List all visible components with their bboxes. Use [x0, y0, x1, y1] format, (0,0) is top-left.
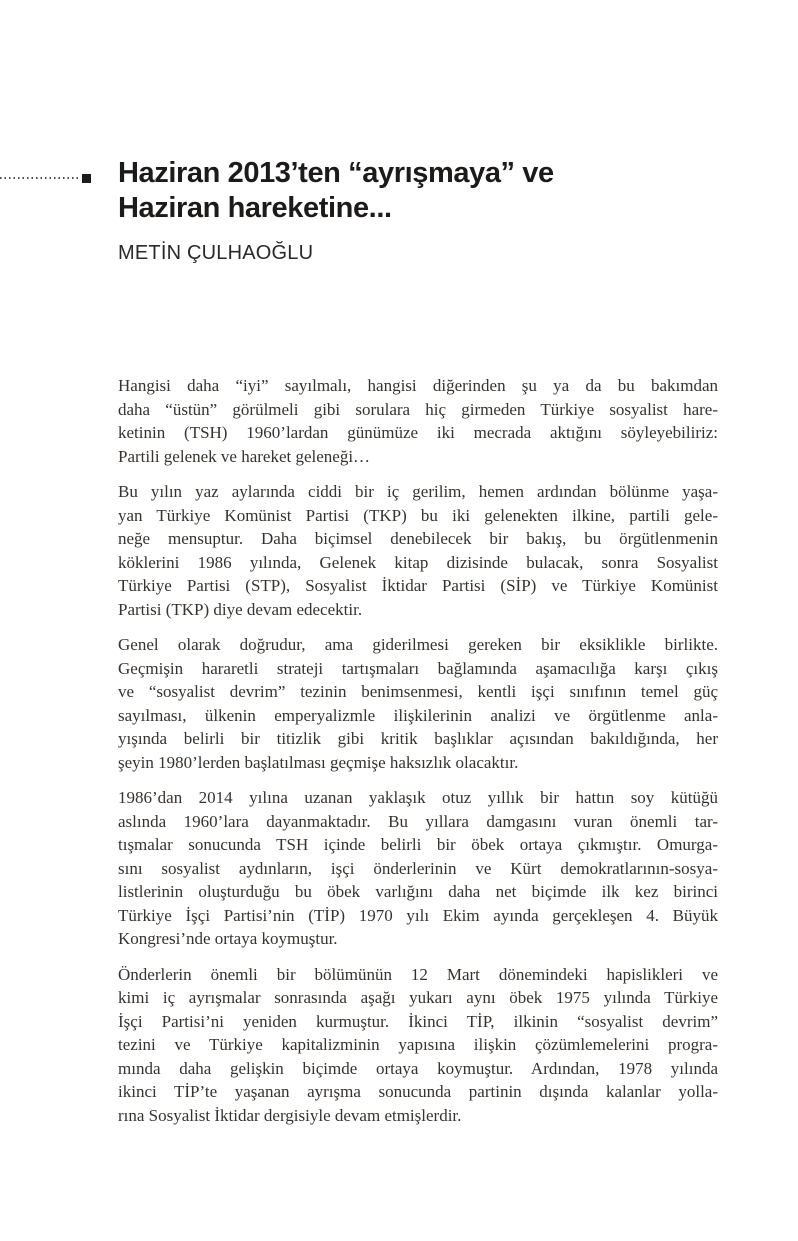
text-line: Türkiye İşçi Partisi’nin (TİP) 1970 yılı Ekim ayında gerçekleşen 4. Büyük — [118, 905, 718, 925]
paragraph — [118, 786, 718, 951]
text-line: kimi iç ayrışmalar sonrasında aşağı yukarı aynı öbek 1975 yılında Türkiye — [118, 988, 718, 1007]
square-bullet-icon — [82, 174, 91, 183]
text-line: tışmalar sonucunda TSH içinde belirli bir öbek ortaya çıkmıştır. Omurga- — [118, 835, 718, 854]
dotted-rule — [0, 177, 78, 179]
article-title — [118, 156, 738, 226]
paragraph — [118, 633, 718, 774]
article-author: METİN ÇULHAOĞLU — [118, 242, 314, 264]
text-line: daha “üstün” görülmeli gibi sorulara hiç girmeden Türkiye sosyalist hare- — [118, 399, 718, 419]
paragraph — [118, 374, 718, 468]
text-line: yışında belirli bir titizlik gibi kritik başlıklar açısından bakıldığında, her — [118, 729, 718, 748]
text-line: aslında 1960’lara dayanmaktadır. Bu yıllara damgasını vuran önemli tar- — [118, 811, 718, 831]
text-line: Partisi (TKP) diye devam edecektir. — [118, 599, 363, 619]
article-body — [118, 374, 718, 1139]
paragraph — [118, 480, 718, 621]
text-line: Türkiye Partisi (STP), Sosyalist İktidar Partisi (SİP) ve Türkiye Komünist — [118, 576, 718, 595]
text-line: ketinin (TSH) 1960’lardan günümüze iki mecrada aktığını söyleyebiliriz: — [118, 423, 718, 442]
text-line: ve “sosyalist devrim” tezinin benimsenmesi, kentli işçi sınıfının temel güç — [118, 682, 718, 701]
text-line: Bu yılın yaz aylarında ciddi bir iç gerilim, hemen ardından bölünme yaşa- — [118, 482, 718, 501]
text-line: Genel olarak doğrudur, ama giderilmesi gereken bir eksiklikle birlikte. — [118, 635, 718, 654]
text-line: neğe mensuptur. Daha biçimsel denebilecek bir bakış, bu örgütlenmenin — [118, 529, 718, 548]
text-line: mında daha gelişkin biçimde ortaya koymuştur. Ardından, 1978 yılında — [118, 1058, 718, 1078]
text-line: Hangisi daha “iyi” sayılmalı, hangisi diğerinden şu ya da bu bakımdan — [118, 376, 718, 395]
text-line: İşçi Partisi’ni yeniden kurmuştur. İkinci TİP, ilkinin “sosyalist devrim” — [118, 1011, 718, 1031]
text-line: rına Sosyalist İktidar dergisiyle devam etmişlerdir. — [118, 1105, 462, 1125]
article-title-line-2: Haziran hareketine... — [118, 192, 392, 224]
text-line: Önderlerin önemli bir bölümünün 12 Mart dönemindeki hapislikleri ve — [118, 964, 718, 984]
text-line: sını sosyalist aydınların, işçi önderlerinin ve Kürt demokratlarının-sosya- — [118, 858, 718, 878]
text-line: sayılması, ülkenin emperyalizmle ilişkilerinin analizi ve örgütlenme anla- — [118, 705, 718, 725]
text-line: köklerini 1986 yılında, Gelenek kitap dizisinde bulacak, sonra Sosyalist — [118, 552, 718, 572]
text-line: ikinci TİP’te yaşanan ayrışma sonucunda partinin dışında kalanlar yolla- — [118, 1082, 718, 1101]
paragraph — [118, 963, 718, 1128]
text-line: 1986’dan 2014 yılına uzanan yaklaşık otuz yıllık bir hattın soy kütüğü — [118, 788, 718, 807]
text-line: Kongresi’nde ortaya koymuştur. — [118, 929, 338, 948]
text-line: tezini ve Türkiye kapitalizminin yapısına ilişkin çözümlemelerini progra- — [118, 1035, 718, 1054]
text-line: yan Türkiye Komünist Partisi (TKP) bu iki gelenekten ilkine, partili gele- — [118, 505, 718, 525]
text-line: listlerinin oluşturduğu bu öbek varlığını daha net biçimde ilk kez birinci — [118, 882, 718, 901]
text-line: şeyin 1980’lerden başlatılması geçmişe haksızlık olacaktır. — [118, 752, 519, 772]
text-line: Partili gelenek ve hareket geleneği… — [118, 446, 371, 466]
article-title-line-1: Haziran 2013’ten “ayrışmaya” ve — [118, 157, 554, 189]
text-line: Geçmişin hararetli strateji tartışmaları bağlamında aşamacılığa karşı çıkış — [118, 658, 718, 678]
